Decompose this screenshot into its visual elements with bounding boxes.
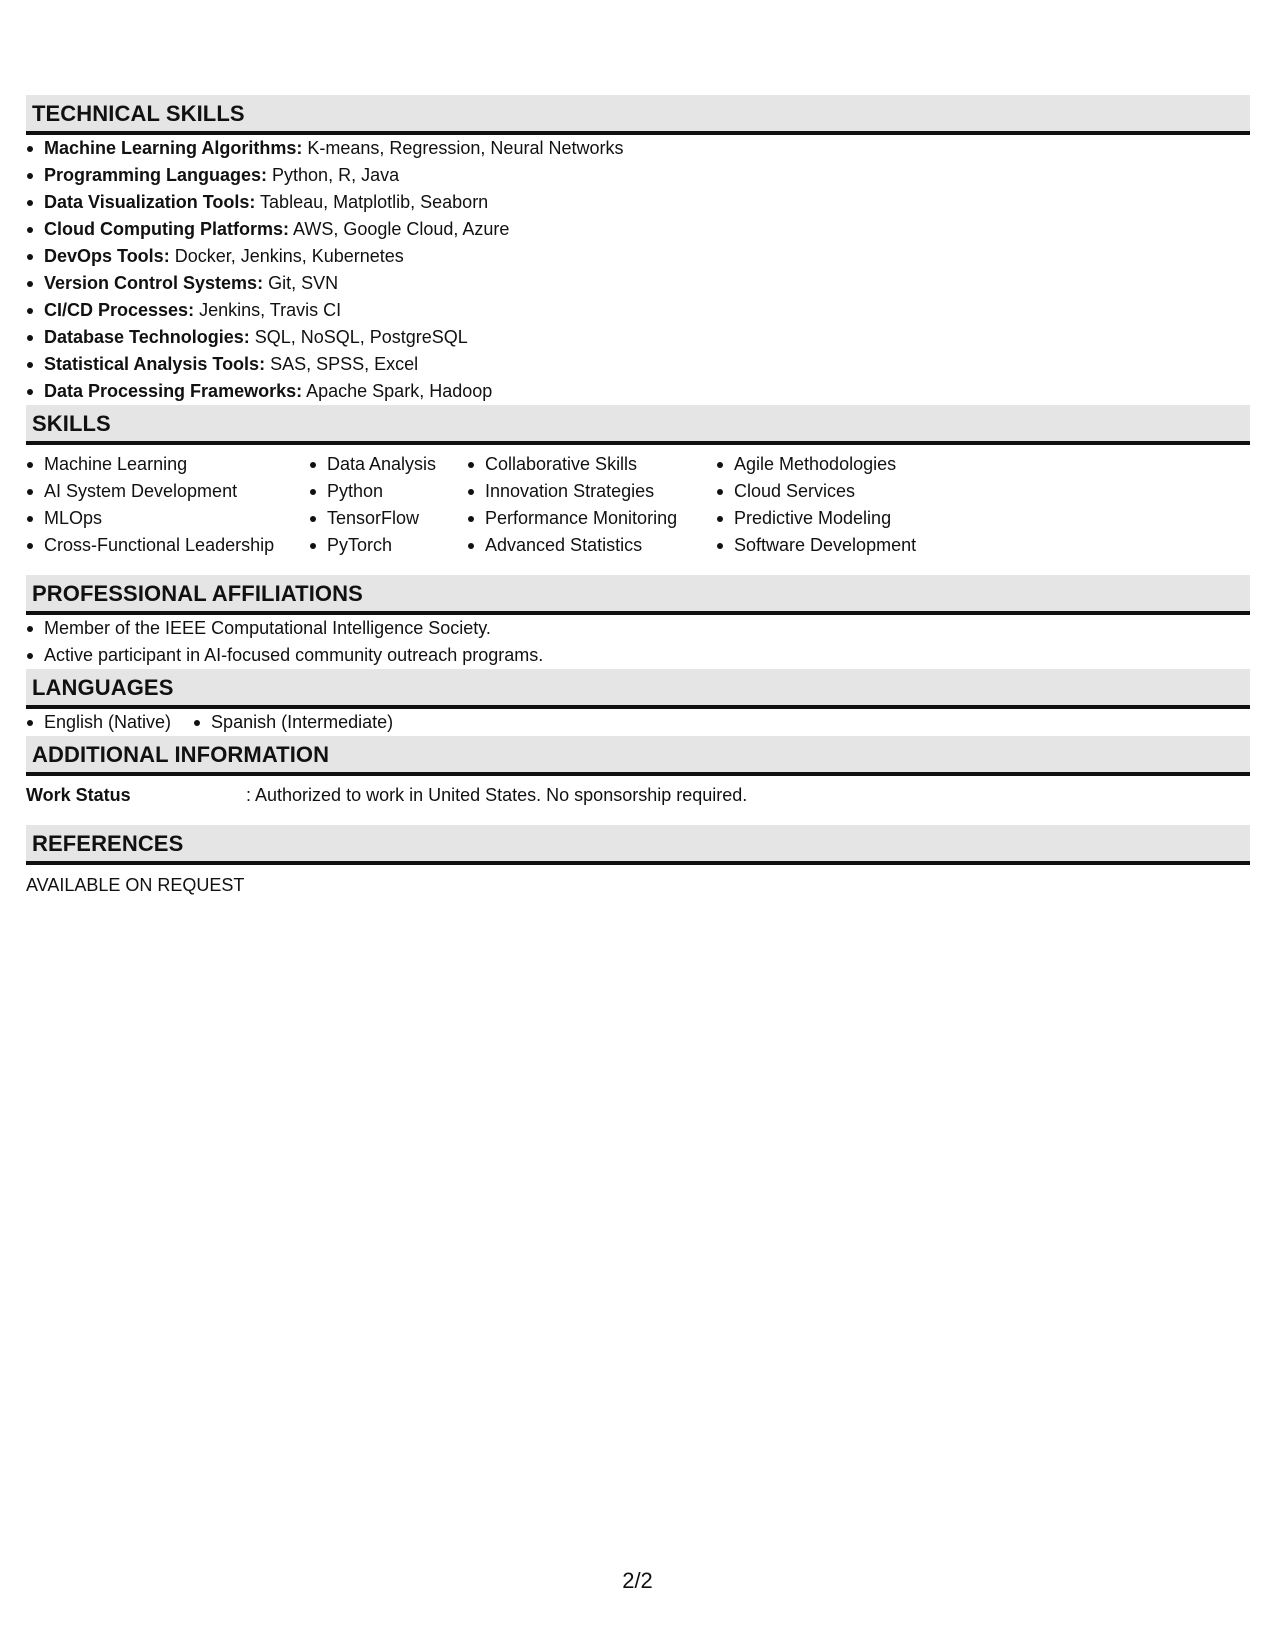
list-item: TensorFlow — [309, 505, 467, 532]
list-item: English (Native) — [26, 709, 171, 736]
list-item: AI System Development — [26, 478, 309, 505]
work-status-row — [26, 782, 1250, 809]
list-item: Cloud Services — [716, 478, 1016, 505]
technical-skills-list — [26, 135, 1250, 405]
resume-page — [26, 95, 1250, 899]
list-item: Spanish (Intermediate) — [193, 709, 393, 736]
list-item: Cross-Functional Leadership — [26, 532, 309, 559]
skills-column — [26, 451, 309, 559]
list-item: Predictive Modeling — [716, 505, 1016, 532]
skill-category: Statistical Analysis Tools: — [44, 354, 266, 374]
skill-values: Python, R, Java — [267, 165, 400, 185]
list-item — [26, 162, 1250, 189]
skill-values: SAS, SPSS, Excel — [265, 354, 419, 374]
skill-category: DevOps Tools: — [44, 246, 170, 266]
list-item: PyTorch — [309, 532, 467, 559]
skills-grid — [26, 451, 1250, 559]
skill-values: K-means, Regression, Neural Networks — [302, 138, 624, 158]
list-item — [26, 351, 1250, 378]
list-item — [26, 297, 1250, 324]
list-item — [26, 135, 1250, 162]
skill-values: Jenkins, Travis CI — [194, 300, 342, 320]
work-status-label: Work Status — [26, 785, 131, 805]
list-item: Innovation Strategies — [467, 478, 716, 505]
skill-category: Data Processing Frameworks: — [44, 381, 303, 401]
skill-category: Machine Learning Algorithms: — [44, 138, 303, 158]
skill-values: Docker, Jenkins, Kubernetes — [169, 246, 404, 266]
affiliations-header: PROFESSIONAL AFFILIATIONS — [26, 575, 1250, 615]
languages-list — [26, 709, 1250, 736]
list-item: Member of the IEEE Computational Intelligence Society. — [26, 615, 1250, 642]
skill-category: Version Control Systems: — [44, 273, 264, 293]
list-item: Performance Monitoring — [467, 505, 716, 532]
skills-column — [309, 451, 467, 559]
skill-category: Programming Languages: — [44, 165, 268, 185]
list-item: MLOps — [26, 505, 309, 532]
list-item: Software Development — [716, 532, 1016, 559]
skill-values: SQL, NoSQL, PostgreSQL — [249, 327, 468, 347]
skill-values: Tableau, Matplotlib, Seaborn — [255, 192, 489, 212]
languages-header: LANGUAGES — [26, 669, 1250, 709]
references-text: AVAILABLE ON REQUEST — [26, 875, 245, 895]
list-item — [26, 189, 1250, 216]
skill-category: Data Visualization Tools: — [44, 192, 256, 212]
list-item: Python — [309, 478, 467, 505]
skills-column — [716, 451, 1016, 559]
list-item — [26, 243, 1250, 270]
skill-category: CI/CD Processes: — [44, 300, 195, 320]
skill-values: Git, SVN — [263, 273, 339, 293]
list-item: Data Analysis — [309, 451, 467, 478]
skill-values: AWS, Google Cloud, Azure — [288, 219, 510, 239]
list-item — [26, 378, 1250, 405]
work-status-value: : Authorized to work in United States. No sponsorship required. — [246, 785, 748, 805]
skill-category: Cloud Computing Platforms: — [44, 219, 289, 239]
list-item: Collaborative Skills — [467, 451, 716, 478]
list-item: Active participant in AI-focused community outreach programs. — [26, 642, 1250, 669]
page-number: 2/2 — [622, 1568, 653, 1593]
skill-values: Apache Spark, Hadoop — [302, 381, 493, 401]
references-header: REFERENCES — [26, 825, 1250, 865]
list-item — [26, 270, 1250, 297]
skills-header: SKILLS — [26, 405, 1250, 445]
list-item — [26, 324, 1250, 351]
technical-skills-header: TECHNICAL SKILLS — [26, 95, 1250, 135]
skills-column — [467, 451, 716, 559]
list-item: Agile Methodologies — [716, 451, 1016, 478]
affiliations-list — [26, 615, 1250, 669]
skill-category: Database Technologies: — [44, 327, 250, 347]
list-item — [26, 216, 1250, 243]
additional-info-header: ADDITIONAL INFORMATION — [26, 736, 1250, 776]
list-item: Machine Learning — [26, 451, 309, 478]
list-item: Advanced Statistics — [467, 532, 716, 559]
